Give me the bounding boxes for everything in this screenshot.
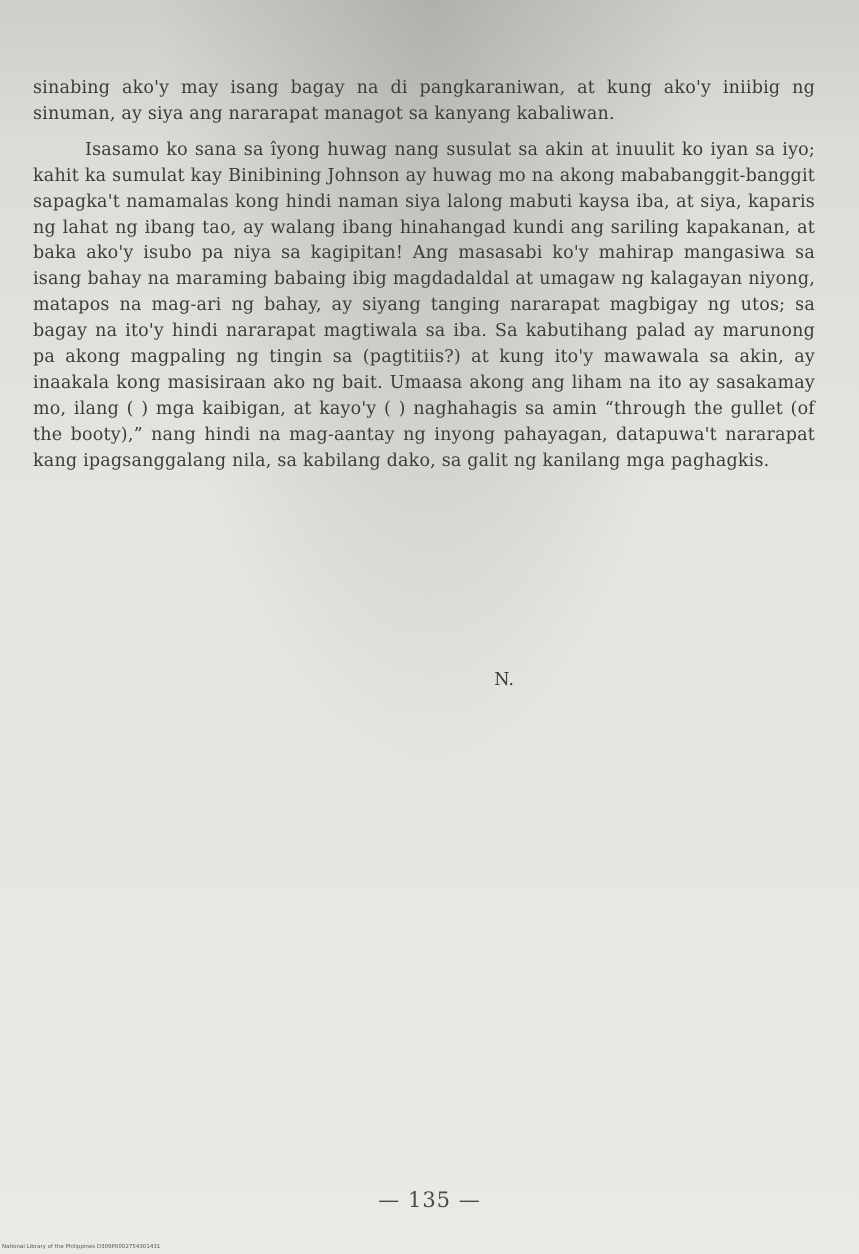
signature-initial (0, 670, 859, 690)
signature-text: N. (494, 670, 514, 690)
library-credit: National Library of the Philippines D309P0002754301431 (2, 1244, 161, 1250)
page-number: — 135 — (378, 1188, 481, 1212)
paragraph-continuation: sinabing ako'y may isang bagay na di pangkaraniwan, at kung ako'y iniibig ng sinuman, ay siya ang nararapat managot sa kanyang kabaliwan. (33, 78, 815, 124)
letter-body (33, 76, 815, 475)
paragraph-main: Isasamo ko sana sa îyong huwag nang susulat sa akin at inuulit ko iyan sa iyo; kahit ka sumulat kay Binibining Johnson ay huwag mo na akong mababanggit-banggit sapagka't namamalas kong hindi naman siya lalong mabuti kaysa iba, at siya, kaparis ng lahat ng ibang tao, ay walang ibang hinahangad kundi ang sariling kapakanan, at baka ako'y isubo pa niya sa kagipitan! Ang masasabi ko'y mahirap mangasiwa sa isang bahay na maraming babaing ibig magdadaldal at umagaw ng kalagayan niyong, matapos na mag-ari ng bahay, ay siyang tanging nararapat magbigay ng utos; sa bagay na ito'y hindi nararapat magtiwala sa iba. Sa kabutihang palad ay marunong pa akong magpaling ng tingin sa (pagtitiis?) at kung ito'y mawawala sa akin, ay inaakala kong masisiraan ako ng bait. Umaasa akong ang liham na ito ay sasakamay mo, ilang ( ) mga kaibigan, at kayo'y ( ) naghahagis sa amin “through the gullet (of the booty),” nang hindi na mag-aantay ng inyong pahayagan, datapuwa't nararapat kang ipagsanggalang nila, sa kabilang dako, sa galit ng kanilang mga paghagkis. (33, 139, 815, 471)
